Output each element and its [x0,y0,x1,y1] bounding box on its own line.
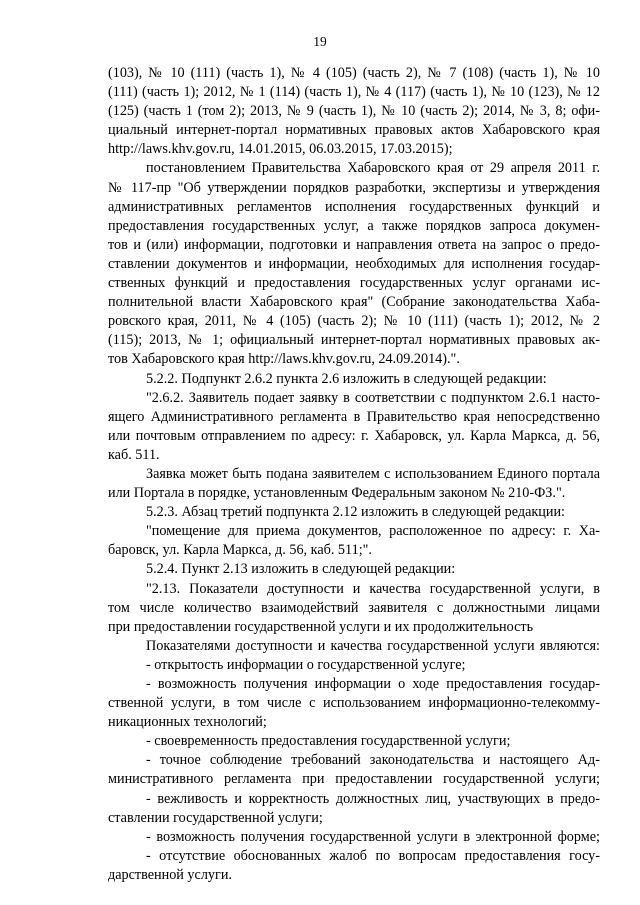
page-number: 19 [313,34,327,49]
text-line: министративного регламента при предоставлении государственной услуги; [108,771,600,788]
text-line: ставлении документов и информации, необходимых для исполнения государ- [108,255,600,272]
text-line: никационных технологий; [108,714,267,731]
text-line: № 117-пр "Об утверждении порядков разработки, экспертизы и утверждения [108,179,600,196]
text-line: - своевременность предоставления государственной услуги; [146,733,511,750]
text-line: - вежливость и корректность должностных лиц, участвующих в предо- [146,790,600,807]
text-line: - возможность получения государственной услуги в электронной форме; [146,828,600,845]
text-line: "2.13. Показатели доступности и качества государственной услуги, в [146,580,600,597]
text-line: - открытость информации о государственной услуге; [146,656,466,673]
text-line: Показателями доступности и качества государственной услуги являются: [146,637,600,654]
text-line: 5.2.2. Подпункт 2.6.2 пункта 2.6 изложить в следующей редакции: [146,370,547,387]
text-line: тов и (или) информации, подготовки и направления ответа на запрос о предо- [108,236,600,253]
text-line: том числе количество взаимодействий заявителя с должностными лицами [108,599,600,616]
text-line: тов Хабаровского края http://laws.khv.gov.ru, 24.09.2014).". [108,351,460,368]
text-line: http://laws.khv.gov.ru, 14.01.2015, 06.03.2015, 17.03.2015); [108,141,453,158]
text-line: Заявка может быть подана заявителем с использованием Единого портала [146,465,600,482]
text-line: (125) (часть 1 (том 2); 2013, № 9 (часть 1), № 10 (часть 2); 2014, № 3, 8; офи- [108,103,600,120]
text-line: постановлением Правительства Хабаровского края от 29 апреля 2011 г. [146,160,600,177]
text-line: административных регламентов исполнения государственных функций и [108,198,600,215]
text-line: 5.2.3. Абзац третий подпункта 2.12 изложить в следующей редакции: [146,504,565,521]
text-line: "помещение для приема документов, расположенное по адресу: г. Ха- [146,523,600,540]
text-line: - возможность получения информации о ходе предоставления государ- [146,676,600,692]
text-line: ственной услуги, в том числе с использованием информационно-телекомму- [108,695,600,712]
text-line: (103), № 10 (111) (часть 1), № 4 (105) (часть 2), № 7 (108) (часть 1), № 10 [108,65,600,81]
text-line: - точное соблюдение требований законодательства и настоящего Ад- [146,752,600,769]
text-line: дарственной услуги. [108,866,232,883]
document-body [108,64,600,885]
text-line: или почтовым отправлением по адресу: г. Хабаровск, ул. Карла Маркса, д. 56, [108,427,600,444]
text-line: 5.2.4. Пункт 2.13 изложить в следующей редакции: [146,561,456,578]
text-line: каб. 511. [108,446,160,463]
text-line: ственных функций и предоставления государственных услуг органами ис- [108,275,600,292]
text-line: ящего Административного регламента в Правительство края непосредственно [108,408,600,425]
text-line: при предоставлении государственной услуги и их продолжительность [108,618,534,635]
text-line: (111) (часть 1); 2012, № 1 (114) (часть 1), № 4 (117) (часть 1), № 10 (123), № 12 [108,84,600,101]
text-line: баровск, ул. Карла Маркса, д. 56, каб. 511;". [108,542,372,559]
text-line: циальный интернет-портал нормативных правовых актов Хабаровского края [108,122,600,139]
text-line: "2.6.2. Заявитель подает заявку в соответствии с подпунктом 2.6.1 насто- [146,389,600,406]
text-line: или Портала в порядке, установленным Федеральным законом № 210-ФЗ.". [108,485,566,502]
text-line: предоставления государственных услуг, а также порядков запроса докумен- [108,217,600,234]
text-line: - отсутствие обоснованных жалоб по вопросам предоставления госу- [146,847,600,864]
text-line: ставлении государственной услуги; [108,809,323,826]
text-line: полнительной власти Хабаровского края" (Собрание законодательства Хаба- [108,294,600,311]
text-line: ровского края, 2011, № 4 (105) (часть 2); № 10 (111) (часть 1); 2012, № 2 [108,313,600,330]
text-line: (115); 2013, № 1; официальный интернет-портал нормативных правовых ак- [108,332,600,349]
